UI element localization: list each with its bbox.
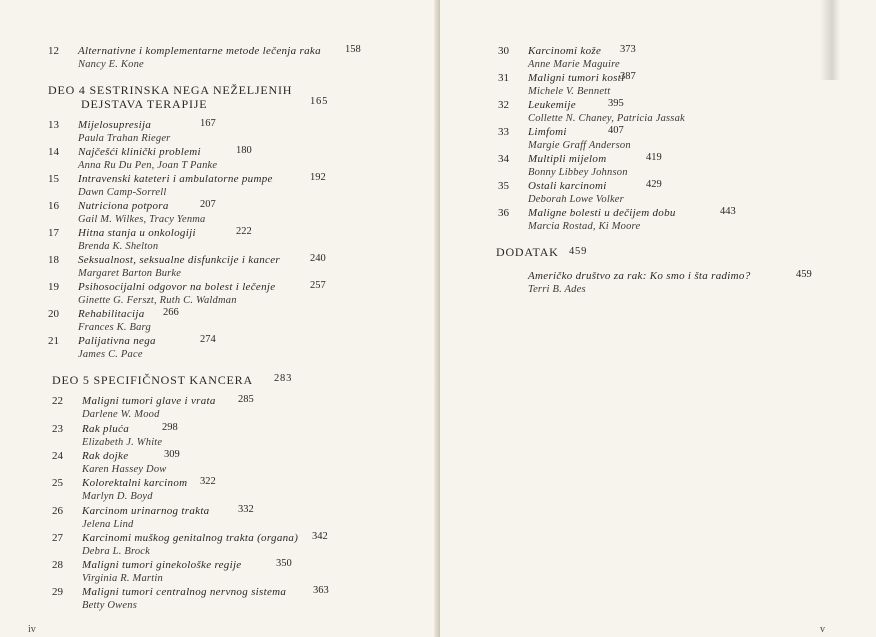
chapter-author: Elizabeth J. White [82,437,163,449]
chapter-number: 23 [52,423,63,435]
chapter-number: 19 [48,281,59,293]
chapter-title: Maligni tumori ginekološke regije [82,559,242,571]
toc-entry [52,450,432,478]
chapter-author: Debra L. Brock [82,546,151,558]
part-title-line2: DEJSTAVA TERAPIJE [81,97,208,111]
chapter-author: Michele V. Bennett [528,86,611,98]
chapter-author: Margaret Barton Burke [78,268,182,280]
chapter-number: 33 [498,126,509,138]
chapter-author: Gail M. Wilkes, Tracy Yenma [78,214,206,226]
chapter-title: Rak pluća [82,423,129,435]
chapter-title: Rak dojke [82,450,129,462]
toc-entry [498,72,858,100]
chapter-author: Virginia R. Martin [82,573,163,585]
page-number: 443 [720,206,736,217]
page-number: 298 [162,422,178,433]
toc-entry [48,45,428,73]
chapter-title: Najčešći klinički problemi [78,146,201,158]
part-heading [48,83,348,113]
folio-right: v [820,624,825,635]
chapter-number: 29 [52,586,63,598]
chapter-author: Marcia Rostad, Ki Moore [528,221,641,233]
appendix-entry-author: Terri B. Ades [528,284,586,296]
page-number: 395 [608,98,624,109]
page-number: 158 [345,44,361,55]
page-number: 222 [236,226,252,237]
toc-entry [52,423,432,451]
chapter-author: Anna Ru Du Pen, Joan T Panke [78,160,218,172]
chapter-author: Marlyn D. Boyd [82,491,153,503]
toc-entry [48,146,428,174]
chapter-author: Darlene W. Mood [82,409,160,421]
toc-entry [52,586,432,614]
chapter-number: 32 [498,99,509,111]
chapter-title: Nutriciona potpora [78,200,169,212]
chapter-author: Brenda K. Shelton [78,241,159,253]
page-number: 407 [608,125,624,136]
appendix-title: DODATAK [496,245,559,259]
page-number: 419 [646,152,662,163]
chapter-title: Psihosocijalni odgovor na bolest i lečenje [78,281,276,293]
chapter-author: Frances K. Barg [78,322,151,334]
page-number: 429 [646,179,662,190]
chapter-title: Seksualnost, seksualne disfunkcije i kancer [78,254,280,266]
page-edge-shadow [820,0,840,80]
chapter-author: Nancy E. Kone [78,59,144,71]
chapter-number: 22 [52,395,63,407]
toc-entry [48,254,428,282]
chapter-author: Ginette G. Ferszt, Ruth C. Waldman [78,295,237,307]
part-title: DEO 5 SPECIFIČNOST KANCERA [52,373,253,387]
chapter-title: Mijelosupresija [78,119,152,131]
chapter-title: Ostali karcinomi [528,180,607,192]
part-page-number: 283 [274,373,293,384]
chapter-title: Multipli mijelom [528,153,607,165]
toc-entry [48,335,428,363]
chapter-number: 31 [498,72,509,84]
part-heading [52,373,352,389]
chapter-title: Leukemije [528,99,576,111]
chapter-number: 28 [52,559,63,571]
chapter-number: 14 [48,146,59,158]
chapter-author: Deborah Lowe Volker [528,194,624,206]
chapter-number: 13 [48,119,59,131]
toc-entry [48,227,428,255]
page-number: 309 [164,449,180,460]
toc-entry [52,559,432,587]
toc-entry [48,119,428,147]
chapter-number: 18 [48,254,59,266]
chapter-title: Maligne bolesti u dečijem dobu [528,207,676,219]
chapter-title: Hitna stanja u onkologiji [78,227,196,239]
toc-entry [498,180,858,208]
chapter-number: 35 [498,180,509,192]
page-number: 342 [312,531,328,542]
toc-entry [48,308,428,336]
toc-entry [498,45,858,73]
chapter-author: Paula Trahan Rieger [78,133,171,145]
toc-entry [48,173,428,201]
page-number: 350 [276,558,292,569]
part-page-number: 165 [310,96,329,107]
page-number: 180 [236,145,252,156]
toc-entry [498,126,858,154]
page-number: 240 [310,253,326,264]
chapter-number: 36 [498,207,509,219]
chapter-author: Jelena Lind [82,519,134,531]
chapter-title: Limfomi [528,126,567,138]
chapter-title: Karcinom urinarnog trakta [82,505,210,517]
toc-entry [528,270,858,298]
chapter-title: Kolorektalni karcinom [82,477,188,489]
chapter-author: James C. Pace [78,349,143,361]
chapter-number: 16 [48,200,59,212]
page-number: 387 [620,71,636,82]
chapter-number: 27 [52,532,63,544]
page-number: 257 [310,280,326,291]
folio-left: iv [28,624,36,635]
chapter-title: Palijativna nega [78,335,156,347]
page-number: 373 [620,44,636,55]
chapter-title: Alternativne i komplementarne metode lečenja raka [78,45,321,57]
toc-entry [48,200,428,228]
part-title-line1: DEO 4 SESTRINSKA NEGA NEŽELJENIH [48,83,293,97]
page-number: 332 [238,504,254,515]
page-number: 167 [200,118,216,129]
chapter-author: Dawn Camp-Sorrell [78,187,167,199]
chapter-number: 34 [498,153,509,165]
appendix-page-number: 459 [569,246,588,257]
chapter-title: Rehabilitacija [78,308,145,320]
chapter-number: 20 [48,308,59,320]
chapter-number: 15 [48,173,59,185]
chapter-number: 21 [48,335,59,347]
toc-entry [498,153,858,181]
page-number: 266 [163,307,179,318]
page-number: 274 [200,334,216,345]
chapter-title: Maligni tumori centralnog nervnog sistema [82,586,287,598]
right-page [440,0,876,637]
toc-entry [48,281,428,309]
chapter-author: Anne Marie Maguire [528,59,620,71]
chapter-author: Bonny Libbey Johnson [528,167,628,179]
page-number: 192 [310,172,326,183]
chapter-number: 30 [498,45,509,57]
chapter-number: 17 [48,227,59,239]
chapter-author: Collette N. Chaney, Patricia Jassak [528,113,685,125]
chapter-number: 25 [52,477,63,489]
page-number: 285 [238,394,254,405]
chapter-title: Maligni tumori kosti [528,72,625,84]
chapter-title: Karcinomi muškog genitalnog trakta (organa) [82,532,299,544]
toc-entry [52,477,432,505]
chapter-number: 24 [52,450,63,462]
page-number: 207 [200,199,216,210]
chapter-author: Karen Hassey Dow [82,464,167,476]
chapter-title: Intravenski kateteri i ambulatorne pumpe [78,173,273,185]
page-number: 459 [796,269,812,280]
toc-entry [498,99,858,127]
chapter-author: Margie Graff Anderson [528,140,631,152]
chapter-author: Betty Owens [82,600,137,612]
chapter-title: Maligni tumori glave i vrata [82,395,216,407]
page-number: 363 [313,585,329,596]
chapter-number: 26 [52,505,63,517]
toc-entry [52,532,432,560]
toc-entry [498,207,858,235]
toc-entry [52,505,432,533]
toc-entry [52,395,432,423]
page-number: 322 [200,476,216,487]
appendix-entry-title: Američko društvo za rak: Ko smo i šta radimo? [528,270,751,282]
chapter-number: 12 [48,45,59,57]
chapter-title: Karcinomi kože [528,45,602,57]
appendix-heading [496,245,696,261]
